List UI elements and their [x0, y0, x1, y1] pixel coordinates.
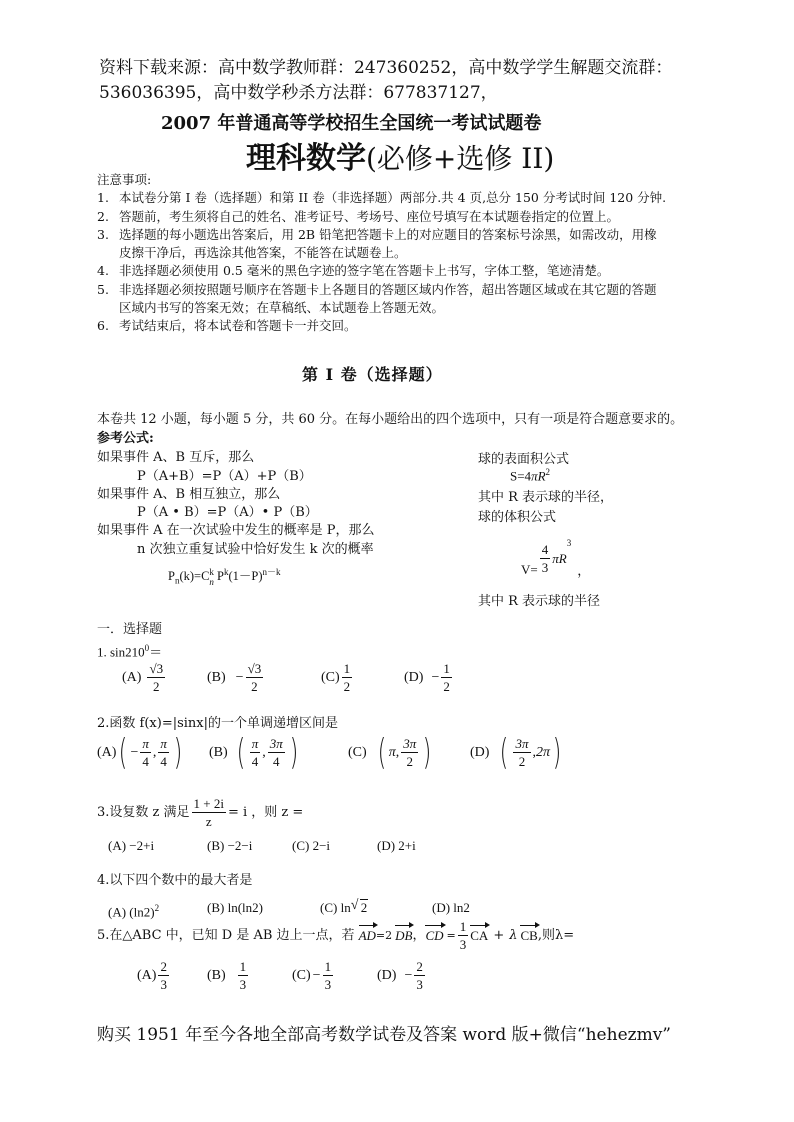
radius-note: 其中 R 表示球的半径，	[478, 490, 614, 505]
notice-item: 4. 非选择题必须使用 0.5 毫米的黑色字迹的签字笔在答题卡上书写，字体工整，笔迹清楚。	[97, 263, 610, 279]
question-2-stem: 2.函数 f(x)=|sinx|的一个单调递增区间是	[97, 716, 339, 731]
q4-option-c[interactable]: (C) ln√ 2	[320, 899, 368, 917]
q5-option-d[interactable]: (D) − $\frac{2}{3}$	[377, 959, 423, 992]
formula-heading: 参考公式:	[97, 431, 154, 446]
formula-line: 如果事件 A、B 互斥，那么	[97, 450, 255, 465]
part-heading: 一．选择题	[97, 622, 163, 637]
q5-option-b[interactable]: (B) $\frac{1}{3}$	[207, 959, 247, 992]
notice-item: 5. 非选择题必须按照题号顺序在答题卡上各题目的答题区域内作答，超出答题区域或在其它题的答题 区域内书写的答案无效；在草稿纸、本试题卷上答题无效。	[97, 281, 657, 316]
q2-option-d[interactable]: (D) ( $\frac{3\pi}{2}$ , 2π )	[470, 731, 562, 773]
formula-line: 如果事件 A、B 相互独立，那么	[97, 487, 281, 502]
formula-line: P（A+B）=P（A）+P（B）	[137, 469, 312, 484]
notice-item: 6. 考试结束后，将本试卷和答题卡一并交回。	[97, 318, 357, 334]
source-line-2: 536036395，高中数学秒杀方法群：677837127，	[99, 83, 498, 103]
q1-option-b[interactable]: (B) − $\frac{√3}{2}$	[207, 661, 262, 694]
q4-option-b[interactable]: (B) ln(ln2)	[207, 900, 263, 915]
q3-option-c[interactable]: (C) 2−i	[292, 838, 331, 853]
footer-note: 购买 1951 年至今各地全部高考数学试卷及答案 word 版+微信“hehezmv”	[97, 1025, 671, 1045]
notice-block	[97, 171, 737, 336]
q3-option-b[interactable]: (B) −2−i	[207, 838, 253, 853]
formula-line: n 次独立重复试验中恰好发生 k 次的概率	[137, 542, 374, 557]
question-1-stem: 1. $\sin 210^0=$	[97, 643, 163, 660]
notice-heading: 注意事项:	[97, 172, 152, 187]
notice-item: 3. 选择题的每小题选出答案后，用 2B 铅笔把答题卡上的对应题目的答案标号涂黑，如需改动，用橡 皮擦干净后，再选涂其他答案，不能答在试题卷上。	[97, 226, 657, 261]
q1-option-d[interactable]: (D) − $\frac{1}{2}$	[404, 661, 450, 694]
notice-item: 2. 答题前，考生须将自己的姓名、准考证号、考场号、座位号填写在本试题卷指定的位置上。	[97, 208, 620, 224]
sphere-surface-formula: $S=4\pi R^2$	[510, 467, 551, 484]
q3-option-d[interactable]: (D) 2+i	[377, 838, 416, 853]
question-3-stem: 3.设复数 z 满足 $\frac{1 + 2i}{z}$ = i ，则 z =	[97, 796, 304, 829]
q2-option-a[interactable]: (A) ( − $\frac{\pi}{4}$ , $\frac{\pi}{4}$ )	[97, 731, 183, 773]
q4-option-d[interactable]: (D) ln2	[432, 900, 470, 915]
notice-item: 1. 本试卷分第 I 卷（选择题）和第 II 卷（非选择题）两部分.共 4 页,总分 150 分考试时间 120 分钟.	[97, 190, 667, 206]
radius-note: 其中 R 表示球的半径	[478, 594, 601, 609]
formula-line: P（A • B）=P（A）• P（B）	[137, 505, 318, 520]
subject-main: 理科数学	[246, 141, 366, 176]
q5-option-a[interactable]: (A) $\frac{2}{3}$	[137, 959, 167, 992]
q4-option-a[interactable]: (A) $(\ln 2)^2$	[108, 903, 160, 920]
question-5-stem: 5.在△ABC 中，已知 D 是 AB 边上一点，若 AD =2 DB ， CD = $\frac{1}{3}$ CA + λ CB ,则λ=	[97, 919, 575, 952]
q1-option-a[interactable]: (A) $\frac{√3}{2}$	[122, 661, 164, 694]
exam-title: 2007 年普通高等学校招生全国统一考试试题卷	[161, 113, 542, 134]
binomial-formula: $P_n(k)=C$ k n $P^k(1-P)^{n-k}$	[168, 567, 281, 588]
q5-option-c[interactable]: (C) − $\frac{1}{3}$	[292, 959, 332, 992]
source-line-1: 资料下载来源：高中数学教师群：247360252，高中数学学生解题交流群：	[99, 58, 673, 78]
q3-option-a[interactable]: (A) −2+i	[108, 838, 155, 853]
formula-line: 如果事件 A 在一次试验中发生的概率是 P，那么	[97, 523, 375, 538]
section-title: 第 I 卷（选择题）	[302, 365, 443, 384]
sphere-volume-title: 球的体积公式	[478, 510, 557, 525]
sphere-volume-formula: V= $\frac{4}{3}$ π R 3 ，	[521, 538, 591, 578]
q2-option-b[interactable]: (B) ( $\frac{\pi}{4}$ , $\frac{3\pi}{4}$ )	[209, 731, 298, 773]
q1-option-c[interactable]: (C) $\frac{1}{2}$	[321, 661, 351, 694]
q2-option-c[interactable]: (C) ( π , $\frac{3\pi}{2}$ )	[348, 731, 432, 773]
question-4-stem: 4.以下四个数中的最大者是	[97, 873, 253, 888]
sphere-surface-title: 球的表面积公式	[478, 452, 570, 467]
section-intro: 本卷共 12 小题，每小题 5 分，共 60 分。在每小题给出的四个选项中，只有一项是符合题意要求的。	[97, 412, 684, 427]
subject-paren: (必修+选修 II)	[366, 142, 555, 175]
